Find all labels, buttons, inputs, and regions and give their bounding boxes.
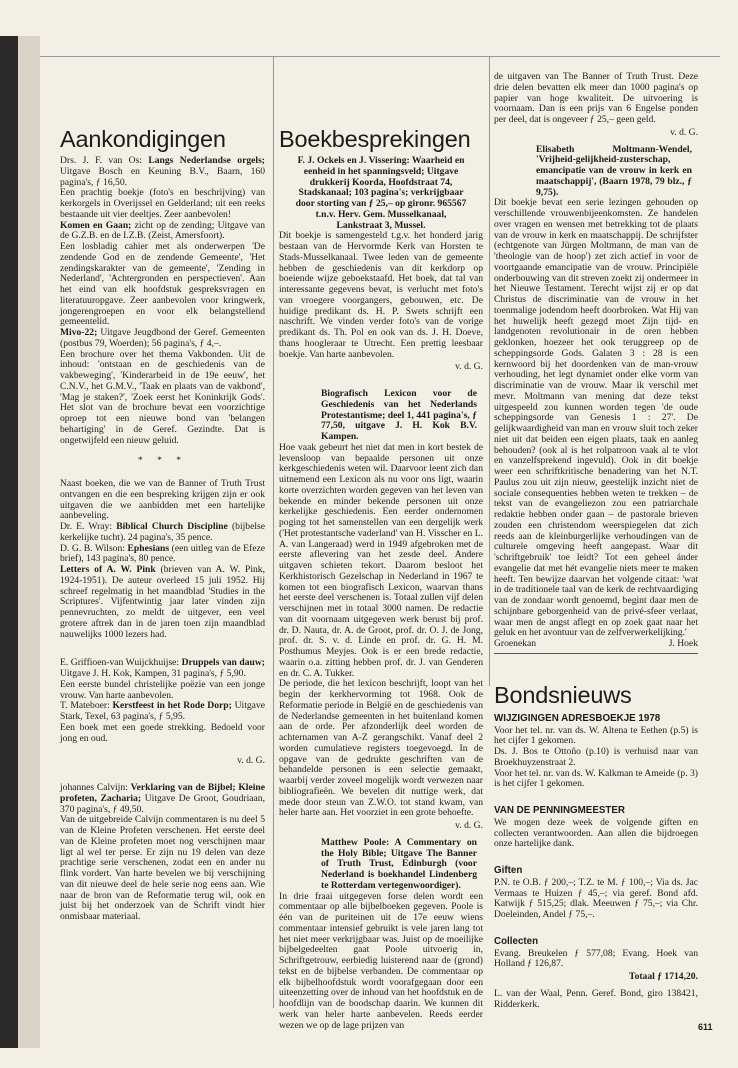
announcement-8 [60, 701, 265, 723]
review-3-continued: de uitgaven van The Banner of Truth Trust. Deze drie delen bevatten elk meer dan 1000 pagina's op papier van hoge kwaliteit. De uitvoering is voornaam. Dan is een prijs van 6 Engelse ponden per deel, dat is ongeveer ƒ 25,– geen geld. [494, 71, 698, 125]
title: Kerstfeest in het Rode Dorp; [112, 700, 232, 712]
signature: v. d. G. [237, 755, 265, 767]
paragraph: Van de uitgebreide Calvijn commentaren is nu deel 5 van de Kleine Profeten verschenen. Het eerste deel van de Kleine profeten moet nog verschijnen maar ligt al wel ter perse. Er zijn nu 19 delen van deze prachtige serie verschenen, zodat een en ander nu flink vordert. Van harte bevelen we bij verschijning van dit nieuwe deel de hele serie nog eens aan. Wie naar de bron van de Reformatie terug wil, ook en juist bij het onderzoek van de Schrift vindt hier onmisbaar materiaal. [60, 814, 265, 922]
author: Dr. E. Wray: [60, 521, 117, 532]
heading-boekbesprekingen: Boekbesprekingen [279, 126, 471, 152]
announcement-1 [60, 156, 265, 188]
section-heading: VAN DE PENNINGMEESTER [494, 805, 626, 816]
title: Druppels van dauw; [181, 657, 265, 669]
author: D. G. B. Wilson: [60, 542, 128, 554]
announcement-5 [60, 544, 265, 566]
announcement-3 [60, 328, 265, 350]
heading-aankondigingen: Aankondigingen [60, 126, 226, 152]
review-4-header: Elisabeth Moltmann-Wendel, 'Vrijheid-gelijkheid-zusterschap, emancipatie van de vrouw in kerk en maatschappij', (Baarn 1978, 79 blz., ƒ 9,75). [536, 143, 692, 198]
total-amount: Totaal ƒ 1714,20. [629, 971, 698, 982]
details: Uitgave Bosch en Keuning B.V., Baarn, 160 pagina's, ƒ 16,50. [60, 165, 265, 188]
paragraph: We mogen deze week de volgende giften en collecten verantwoorden. Aan allen die bijdroegen onze hartelijke dank. [494, 816, 698, 850]
paragraph: Een boek met een goede strekking. Bedoeld voor jong en oud. [60, 721, 265, 744]
review-2-text-2: De periode, die het lexicon beschrijft, loopt van het begin der kerkhervorming tot 1968. Ook de Reformatie periode in België en de geschiedenis van de Nederlandse gemeenten in het buitenland komen aan de orde. Per afzonderlijk deel worden de achternamen van A-Z gerangschikt. Vanaf deel 2 worden cumulatieve registers toegevoegd. In de opgave van de gedrukte geschriften van de behandelde personen is een selectie gemaakt, waarbij verder zoveel mogelijk wordt verwezen naar bibliografieën. We bevelen dit nuttige werk, dat mede door steun van Z.W.O. tot stand kwam, van heler harte aan. Het voorziet in een grote behoefte. [279, 678, 483, 819]
paragraph: Een losbladig cahier met als onderwerpen 'De zendende God en de zendende Gemeente', 'Het zendingskarakter van de gemeente', 'Zending in Nederland', 'Achtergronden en perspectieven'. Aan het eind van elk hoofdstuk gespreksvragen en literatuuropgave. Zeer aanbevolen voor kringwerk, jongerengroepen en voor elk belangstellend gemeentelid. [60, 241, 265, 328]
section-heading: Giften [494, 865, 523, 876]
announcement-2 [60, 221, 265, 243]
paragraph: P.N. te O.B. ƒ 200,–; T.Z. te M. ƒ 100,–; Via ds. Jac Vermaas te Huizen ƒ 45,–; via geref. Bond afd. Katwijk ƒ 515,25; dlak. Meeuwen ƒ 75,–; via Chr. Doeleinden, Andel ƒ 75,–. [494, 876, 698, 920]
signature: v. d. G. [455, 361, 483, 373]
details: Uitgave De Groot, Goudriaan, 370 pagina's, ƒ 49,50. [60, 792, 265, 815]
author: T. Mateboer: [60, 700, 113, 712]
title: Langs Nederlandse orgels; [148, 155, 265, 166]
binding-shadow [18, 36, 40, 1048]
signature-author: J. Hoek [668, 638, 698, 649]
signature-row [494, 639, 698, 650]
title: Komen en Gaan; [60, 219, 132, 231]
announcement-7 [60, 658, 265, 680]
signature-place: Groenekan [494, 638, 537, 649]
column-rule-2 [489, 56, 490, 686]
details: Uitgave J. H. Kok, Kampen, 31 pagina's, ƒ 5,90. [60, 668, 246, 679]
review-2-text: Hoe vaak gebeurt het niet dat men in kort bestek de levensloop van bepaalde personen uit onze kerkgeschiedenis weten wil. Daarvoor leent zich dan uitnemend een Lexicon als nu voor ons ligt, waarin korte overzichten worden gegeven van het leven van bekende en minder bekende personen uit onze kerkelijke geschiedenis. Een eerder ondernomen poging tot het samenstellen van een dergelijk werk ('Het protestantsche vaderland' van H. Visscher en L. A. van Langeraad) werd in 1949 afgebroken met de eerste aflevering van het zesde deel. Andere uitgaven schieten tekort. Daarom besloot het Kerkhistorisch Gezelschap in Nederland in 1967 te komen tot een biografisch Lexicon, waarvan thans het eerste deel verschenen is. Totaal zullen vijf delen verschijnen met in totaal 3000 namen. De redactie van dit voornaam uitgegeven werk berust bij prof. dr. D. Nauta, dr. A. de Groot, prof. dr. O. J. de Jong, prof. dr. S. v. d. Linde en prof. dr. G. H. M. Posthumus Meyjes. Ook is er een brede redactie, waarin o.a. zitting hebben prof. dr. J. van Genderen en dr. C. A. Tukker. [279, 441, 483, 679]
page-number: 611 [698, 1022, 713, 1032]
details: Uitgave Jeugdbond der Geref. Gemeenten (postbus 79, Woerden); 56 pagina's, ƒ 4,–. [60, 327, 265, 349]
announcement-4 [60, 522, 265, 544]
signature: v. d. G. [670, 126, 698, 138]
section-heading: Collecten [494, 935, 539, 947]
paragraph: Een eerste bundel christelijke poëzie van een jonge vrouw. Van harte aanbevolen. [60, 678, 265, 701]
column-boekbesprekingen [279, 126, 483, 1031]
details: (brieven van A. W. Pink, 1924-1951). De auteur overleed 15 juli 1952. Hij schreef regelmatig in het maandblad 'Studies in the Scriptures'. Vijfentwintig jaar later vinden zijn pennevruchten, zo meldt de uitgever, een veel grotere aftrek dan in de jaren toen zijn maandblad nauwelijks 1000 lezers had. [60, 564, 265, 640]
title: Mivo-22; [60, 327, 98, 338]
details: Uitgave Stark, Texel, 63 pagina's, ƒ 5,95. [60, 700, 265, 722]
heading-bondsnieuws: Bondsnieuws [494, 681, 632, 708]
review-3-header: Matthew Poole: A Commentary on the Holy Bible; Uitgave The Banner of Truth Trust, Edinburgh (voor Nederland is boekhandel Lindenberg te Rotterdam vertegenwoordiger). [321, 836, 477, 891]
author: johannes Calvijn: [60, 782, 131, 793]
title: Verklaring van de Bijbel; Kleine profeten, Zacharia; [60, 782, 265, 804]
title: Letters of A. W. Pink [60, 564, 156, 575]
separator-stars: * * * [137, 455, 188, 467]
section-heading: WIJZIGINGEN ADRESBOEKJE 1978 [494, 712, 661, 724]
column-right [494, 72, 698, 1010]
title: Ephesians [127, 542, 170, 554]
paragraph: Voor het tel. nr. van ds. W. Altena te Eethen (p.5) is het cijfer 1 gekomen. [494, 724, 698, 747]
paragraph: Ds. J. Bos te Ottoño (p.10) is verhuisd naar van Broekhuyzenstraat 2. [494, 746, 698, 768]
review-1-text: Dit boekje is samengesteld t.g.v. het honderd jarig bestaan van de Hervormde Kerk van Horsten te Stads-Musselkanaal. Twee leden van de gemeente hebben de geschiedenis van dit kerkdorp op boeiende wijze geboekstaafd. Het boek, dat tal van interessante gegevens bevat, is verlucht met foto's van vroegere voorgangers, gebouwen, etc. De huidige predikant ds. H. P. Swets schrijft een naschrift. We vinden verder foto's van de vorige predikant ds. Th. Pol en ook van ds. J. H. Doeve, thans hoogleraar te Utrecht. Een prettig leesbaar boekje. Van harte aanbevolen. [279, 230, 483, 360]
review-1-header: F. J. Ockels en J. Vissering: Waarheid en eenheid in het spanningsveld; Uitgave drukkerij Koorda, Hoofdstraat 74, Stadskanaal; 103 pagina's; verkrijgbaar door storting van ƒ 25,– op gironr. 965567 t.n.v. Herv. Gem. Musselkanaal, Lankstraat 3, Mussel. [295, 155, 467, 231]
review-3-text: In drie fraai uitgegeven forse delen wordt een commentaar op alle bijbelboeken gegeven. Poole is één van de puriteinen uit de 17e eeuw wiens commentaar intensief gebruikt is vele jaren lang tot het niet meer verkrijgbaar was. Juist op de moeilijke bijbelgedeelten gaat Poole uitvoerig in, Schriftgetrouw, eerbiedig luisterend naar de (grond) tekst en de bijbelse verbanden. De commentaar op elk bijbelhoofdstuk wordt voorafgegaan door een uiteenzetting over de inhoud van het hoofdstuk en de hoofdlijn van de boodschap daarin. We kunnen dit werk van heler harte aanbevelen. Reeds eerder wezen we op de lage prijzen van [279, 890, 483, 1031]
signature: v. d. G. [455, 820, 483, 831]
column-aankondigingen [60, 126, 265, 923]
details: zicht op de zending; Uitgave van de G.Z.B. en de I.Z.B. (Zeist, Amersfoort). [60, 219, 265, 242]
announcement-6 [60, 565, 265, 640]
review-4-text: Dit boekje bevat een serie lezingen gehouden op verschillende vrouwenbijeenkomsten. Ze handelen over vragen en wensen met betrekking tot de plaats van de vrouw in kerk en maatschappij. De schrijfster (echtgenote van Jürgen Moltmann, de man van de 'theologie van de hoop') zet zich actief in voor de voortgaande emancipatie van de vrouw. Principiële onderbouwing van dit streven zoekt zij ondermeer in het Nieuwe Testament. Terecht wijst zij er op dat Christus de discriminatie van de vrouw in het toenmalige jodendom heeft doorbroken. Wat Hij van het huwelijk heeft gezegd moet Zijn tijd- en landgenoten revolutionair in de oren hebben geklonken, hoezeer het ook teruggreep op de scheppingsorde Gods. Galaten 3 : 28 is een kernwoord bij het doordenken van de man-vrouw verhouding, het legt dynamiet onder elke vorm van discriminatie van de vrouw. Maar ik verschil met mevr. Moltmann van mening dat deze tekst uitgespeeld zou kunnen worden tegen 'de oude scheppingsorde van Genesis 1 : 27'. De gelijkwaardigheid van man en vrouw sluit toch zeker niet uit dat beiden een eigen plaats, taak en aanleg behouden? (ook al is het rolpatroon vaak al te vlot en vanzelfsprekend ingevuld). Ook in dit boekje weer een schriftkritische benadering van het N.T. Paulus zou uit zijn nieuw, geestelijk inzicht niet de sociale consequenties hebben weten te trekken – de tekst van de evangeliezon zou een patriarchale redaktie hebben onder gaan – de pastorale brieven zouden een christendom weerspiegelen dat zich reeds aan de kleinburgerlijke verhoudingen van de culturele omgeving heeft aangepast. Waar dit 'schriftgebruik' toe leidt? Tot een geheel ánder evangelie dat met hét evangelie niets meer te maken heeft. Ten bewijze daarvan het volgende citaat: 'wat in de traditionele taal van de kerk de rechtvaardiging van de zondaar wordt genoemd, begint daar men de schijnbare geborgenheid van de privé-sfeer verlaat, waar men de angst aflegt en op zoek gaat naar het geluk en het avontuur van de zelfverwerkelijking.' [494, 197, 698, 639]
paragraph: Voor het tel. nr. van ds. W. Kalkman te Ameide (p. 3) is het cijfer 1 gekomen. [494, 767, 698, 790]
paragraph: Naast boeken, die we van de Banner of Truth Trust ontvangen en die een bespreking krijgen zijn er ook uitgaven die we aanbidden met een hartelijke aanbeveling. [60, 478, 265, 522]
review-2-header: Biografisch Lexicon voor de Geschiedenis van het Nederlands Protestantisme; deel 1, 441 pagina's, ƒ 77,50, uitgave J. H. Kok B.V. Kampen. [321, 388, 477, 442]
binding-edge [0, 36, 18, 1048]
paragraph: L. van der Waal, Penn. Geref. Bond, giro 138421, Ridderkerk. [494, 987, 698, 1010]
details: (een uitleg van de Efeze brief), 143 pagina's, 80 pence. [60, 542, 265, 565]
paragraph: Een prachtig boekje (foto's en beschrijving) van kerkorgels in Overijssel en Gelderland; uit een reeks bestaande uit vier deeltjes. Zeer aanbevolen! [60, 187, 265, 220]
top-rule [40, 56, 720, 57]
author: Drs. J. F. van Os: [60, 155, 149, 166]
announcement-9 [60, 783, 265, 815]
paragraph: Een brochure over het thema Vakbonden. Uit de inhoud: 'ontstaan en de geschiedenis van de vakbeweging', 'Kinderarbeid in de 19e eeuw', het C.N.V., het G.M.V., 'Taak en plaats van de vakbond', 'Mag je staken?', 'Zoek eerst het Koninkrijk Gods'. Het slot van de brochure bevat een voorzichtige oproep tot een nieuwe bond van 'belangen behartiging' in de Geref. Gezindte. Dat is ongetwijfeld een nieuw geluid. [60, 348, 265, 446]
author: E. Griffioen-van Wuijckhuijse: [60, 657, 182, 669]
details: (bijbelse kerkelijke tucht). 24 pagina's, 35 pence. [60, 521, 265, 543]
paragraph: Evang. Breukelen ƒ 577,08; Evang. Hoek van Holland ƒ 126,87. [494, 947, 698, 970]
column-rule-1 [273, 56, 274, 1008]
title: Biblical Church Discipline [116, 521, 228, 532]
